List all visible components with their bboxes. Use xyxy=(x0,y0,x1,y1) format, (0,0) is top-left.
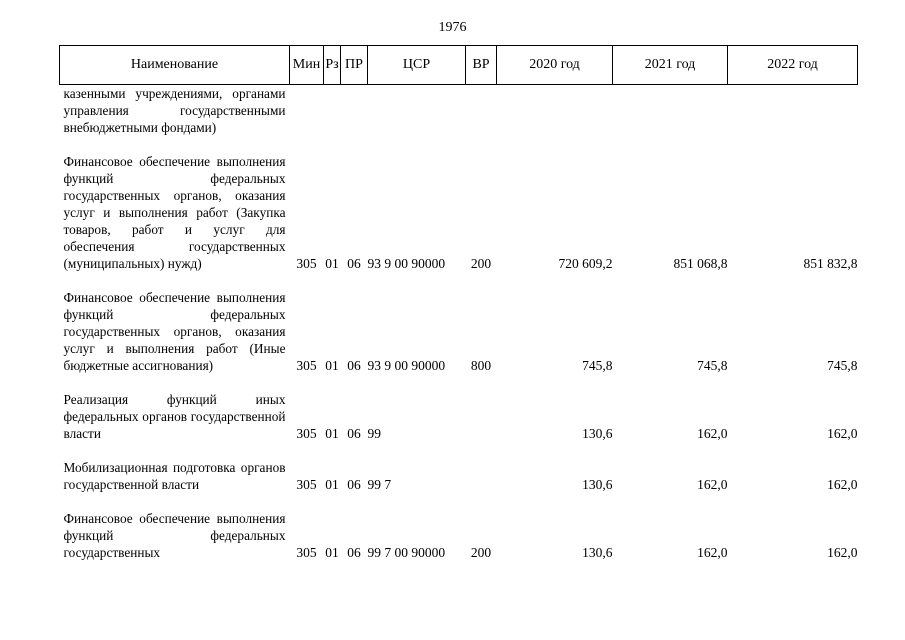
table-row xyxy=(60,85,858,137)
header-vr: ВР xyxy=(466,46,497,85)
row-min xyxy=(290,85,324,137)
row-vr xyxy=(466,459,497,493)
row-name: казенными учреждениями, органами управления государственными внебюджетными фондами) xyxy=(63,86,286,135)
row-csr: 99 xyxy=(367,426,381,441)
row-2021 xyxy=(613,85,728,137)
row-vr: 800 xyxy=(470,358,492,373)
header-name: Наименование xyxy=(60,46,290,85)
page-number: 1976 xyxy=(438,20,467,35)
row-2022: 162,0 xyxy=(827,477,858,492)
row-vr: 200 xyxy=(470,256,492,271)
header-2020: 2020 год xyxy=(497,46,613,85)
row-min: 305 xyxy=(296,477,317,492)
row-vr: 200 xyxy=(470,545,492,560)
row-spacer xyxy=(60,493,858,510)
row-spacer xyxy=(60,442,858,459)
row-csr xyxy=(368,85,466,137)
row-pr: 06 xyxy=(347,358,361,373)
row-pr: 06 xyxy=(347,545,361,560)
budget-table xyxy=(59,45,858,561)
header-min: Мин xyxy=(290,46,324,85)
header-rz: Рз xyxy=(324,46,341,85)
row-min: 305 xyxy=(296,358,317,373)
row-2020: 745,8 xyxy=(582,358,613,373)
row-2020: 720 609,2 xyxy=(558,256,613,271)
row-csr: 93 9 00 90000 xyxy=(367,256,446,271)
table-row xyxy=(60,459,858,493)
row-2020 xyxy=(497,85,613,137)
row-2020: 130,6 xyxy=(582,477,613,492)
row-2021: 162,0 xyxy=(697,545,728,560)
row-spacer xyxy=(60,136,858,153)
row-csr: 99 7 00 90000 xyxy=(367,545,446,560)
row-2021: 162,0 xyxy=(697,477,728,492)
header-2021: 2021 год xyxy=(613,46,728,85)
row-rz: 01 xyxy=(325,545,339,560)
row-name: Финансовое обеспечение выполнения функций федеральных государственных органов, оказания услуг и выполнения работ (Иные бюджетные ассигнования) xyxy=(63,290,286,373)
row-pr: 06 xyxy=(347,426,361,441)
row-name: Реализация функций иных федеральных органов государственной власти xyxy=(63,392,286,441)
row-vr xyxy=(466,391,497,442)
row-rz: 01 xyxy=(325,256,339,271)
row-name: Мобилизационная подготовка органов государственной власти xyxy=(63,460,286,492)
row-min: 305 xyxy=(296,426,317,441)
header-pr: ПР xyxy=(341,46,368,85)
row-rz xyxy=(324,85,341,137)
row-2020: 130,6 xyxy=(582,545,613,560)
row-min: 305 xyxy=(296,545,317,560)
row-pr: 06 xyxy=(347,256,361,271)
row-2022: 162,0 xyxy=(827,426,858,441)
row-name: Финансовое обеспечение выполнения функций федеральных государственных xyxy=(63,511,286,560)
row-2022: 851 832,8 xyxy=(803,256,858,271)
table-row xyxy=(60,289,858,374)
row-name: Финансовое обеспечение выполнения функций федеральных государственных органов, оказания услуг и выполнения работ (Закупка товаров, работ и услуг для обеспечения государственных (муниципальных) нужд) xyxy=(63,154,286,271)
row-2021: 162,0 xyxy=(697,426,728,441)
row-2021: 745,8 xyxy=(697,358,728,373)
table-row xyxy=(60,153,858,272)
row-pr xyxy=(341,85,368,137)
row-2021: 851 068,8 xyxy=(673,256,728,271)
header-csr: ЦСР xyxy=(368,46,466,85)
row-rz: 01 xyxy=(325,477,339,492)
row-rz: 01 xyxy=(325,426,339,441)
row-vr xyxy=(466,85,497,137)
row-spacer xyxy=(60,272,858,289)
row-spacer xyxy=(60,374,858,391)
row-2022: 162,0 xyxy=(827,545,858,560)
table-row xyxy=(60,391,858,442)
row-rz: 01 xyxy=(325,358,339,373)
table-header-row xyxy=(60,46,858,85)
row-2022 xyxy=(728,85,858,137)
row-csr: 93 9 00 90000 xyxy=(367,358,446,373)
table-row xyxy=(60,510,858,561)
row-min: 305 xyxy=(296,256,317,271)
row-pr: 06 xyxy=(347,477,361,492)
header-2022: 2022 год xyxy=(728,46,858,85)
row-csr: 99 7 xyxy=(367,477,392,492)
row-2020: 130,6 xyxy=(582,426,613,441)
row-2022: 745,8 xyxy=(827,358,858,373)
